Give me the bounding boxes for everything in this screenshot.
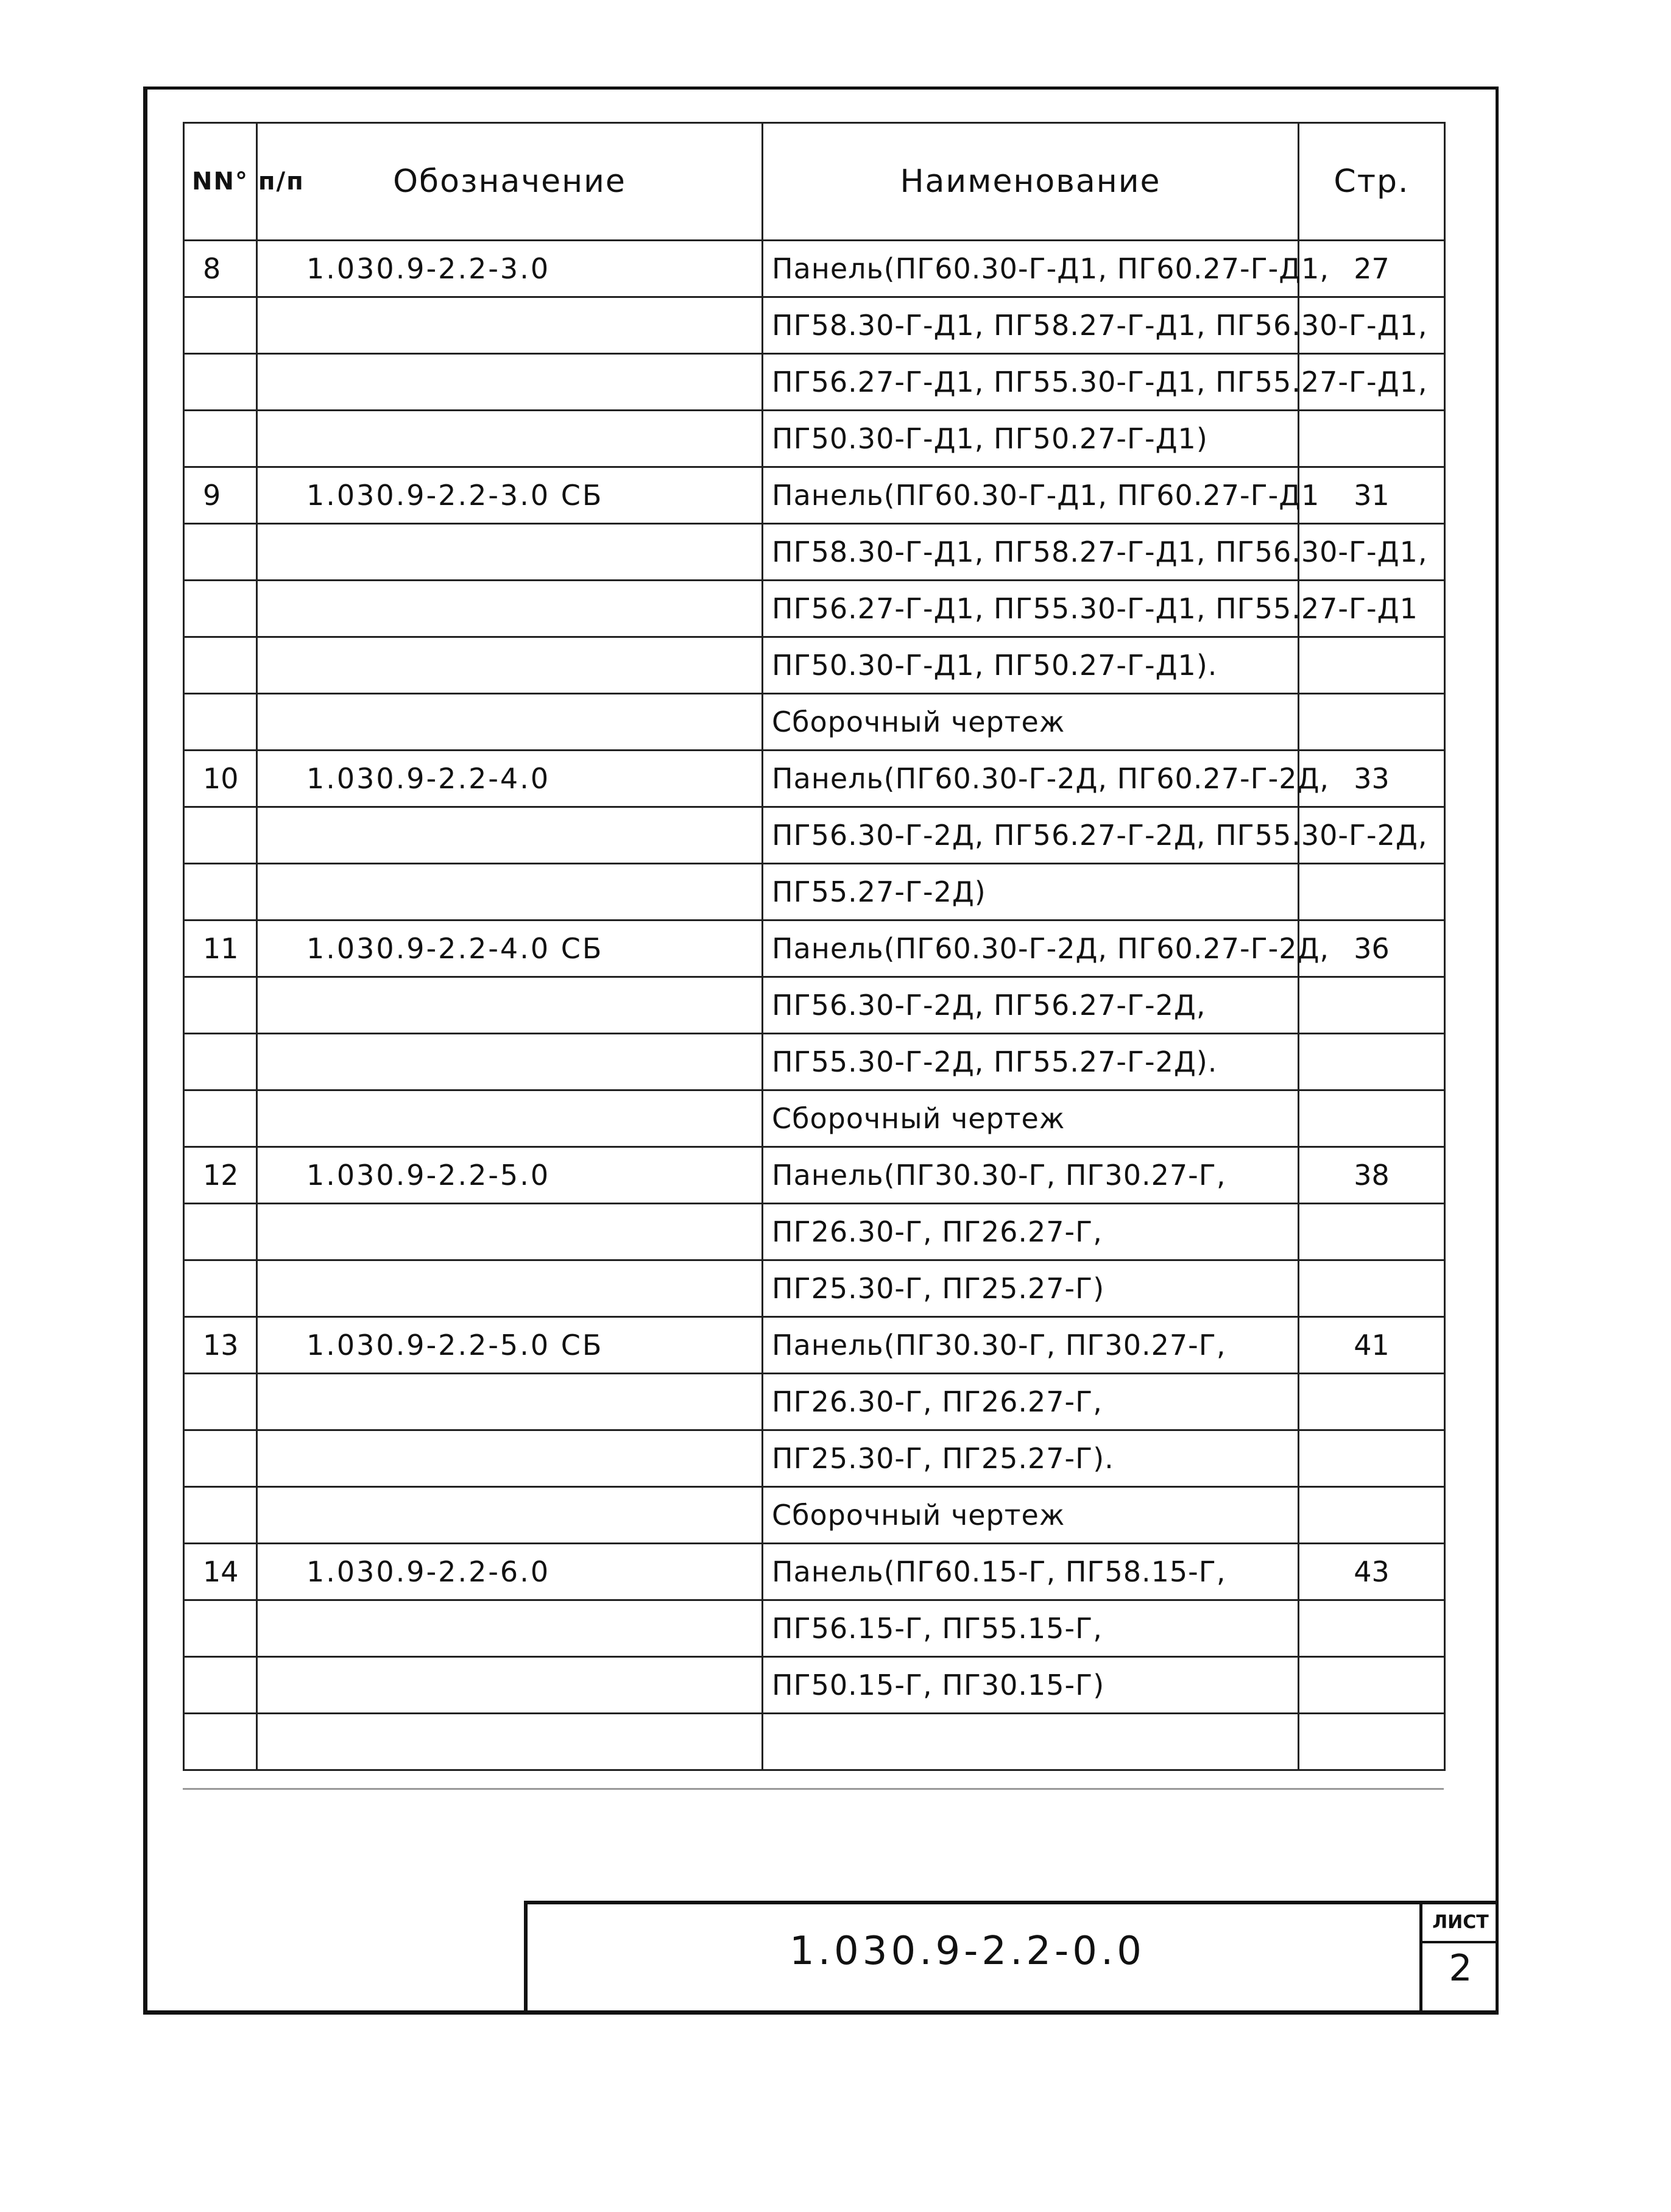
row-designation bbox=[257, 411, 763, 467]
row-page bbox=[1299, 411, 1445, 467]
row-designation bbox=[257, 581, 763, 637]
row-num bbox=[184, 1657, 257, 1714]
row-page bbox=[1299, 1657, 1445, 1714]
row-page bbox=[1299, 977, 1445, 1034]
table-row bbox=[184, 1260, 1445, 1317]
row-designation bbox=[257, 297, 763, 354]
row-name: Панель(ПГ60.30-Г-2Д, ПГ60.27-Г-2Д, bbox=[763, 920, 1299, 977]
row-name: ПГ56.15-Г, ПГ55.15-Г, bbox=[763, 1600, 1299, 1657]
row-num bbox=[184, 1430, 257, 1487]
row-name: ПГ58.30-Г-Д1, ПГ58.27-Г-Д1, ПГ56.30-Г-Д1, bbox=[763, 297, 1299, 354]
table-row bbox=[184, 1487, 1445, 1544]
row-num bbox=[184, 637, 257, 694]
row-num: 11 bbox=[184, 920, 257, 977]
sheet-number: 2 bbox=[1449, 1947, 1472, 1990]
row-page: 31 bbox=[1299, 467, 1445, 524]
row-name bbox=[763, 1714, 1299, 1770]
table-row bbox=[184, 241, 1445, 297]
row-page bbox=[1299, 1487, 1445, 1544]
row-designation bbox=[257, 1487, 763, 1544]
row-num bbox=[184, 1034, 257, 1090]
row-name: ПГ26.30-Г, ПГ26.27-Г, bbox=[763, 1204, 1299, 1260]
row-designation: 1.030.9-2.2-4.0 bbox=[257, 751, 763, 807]
row-page bbox=[1299, 1204, 1445, 1260]
table-row bbox=[184, 1600, 1445, 1657]
row-num bbox=[184, 694, 257, 751]
row-designation bbox=[257, 807, 763, 864]
row-num bbox=[184, 1714, 257, 1770]
document-code: 1.030.9-2.2-0.0 bbox=[789, 1929, 1146, 1974]
specification-table bbox=[183, 122, 1446, 1771]
row-page bbox=[1299, 1374, 1445, 1430]
row-designation bbox=[257, 864, 763, 920]
row-designation: 1.030.9-2.2-4.0 СБ bbox=[257, 920, 763, 977]
row-page bbox=[1299, 694, 1445, 751]
row-designation: 1.030.9-2.2-6.0 bbox=[257, 1544, 763, 1600]
table-row bbox=[184, 807, 1445, 864]
row-page bbox=[1299, 1600, 1445, 1657]
row-num bbox=[184, 1260, 257, 1317]
row-designation bbox=[257, 1714, 763, 1770]
table-row bbox=[184, 1090, 1445, 1147]
row-designation: 1.030.9-2.2-5.0 СБ bbox=[257, 1317, 763, 1374]
row-page bbox=[1299, 1260, 1445, 1317]
row-name: ПГ58.30-Г-Д1, ПГ58.27-Г-Д1, ПГ56.30-Г-Д1, bbox=[763, 524, 1299, 581]
row-page: 43 bbox=[1299, 1544, 1445, 1600]
table-body bbox=[184, 241, 1445, 1770]
table-row bbox=[184, 297, 1445, 354]
row-name: Панель(ПГ60.15-Г, ПГ58.15-Г, bbox=[763, 1544, 1299, 1600]
row-num bbox=[184, 1600, 257, 1657]
row-page bbox=[1299, 1034, 1445, 1090]
row-designation bbox=[257, 1034, 763, 1090]
row-designation: 1.030.9-2.2-3.0 СБ bbox=[257, 467, 763, 524]
table-row bbox=[184, 1317, 1445, 1374]
row-name: ПГ55.30-Г-2Д, ПГ55.27-Г-2Д). bbox=[763, 1034, 1299, 1090]
row-name: Панель(ПГ60.30-Г-Д1, ПГ60.27-Г-Д1 bbox=[763, 467, 1299, 524]
row-designation bbox=[257, 977, 763, 1034]
row-num bbox=[184, 524, 257, 581]
row-page bbox=[1299, 864, 1445, 920]
row-designation bbox=[257, 1600, 763, 1657]
row-designation bbox=[257, 1090, 763, 1147]
table-row bbox=[184, 1374, 1445, 1430]
table-row bbox=[184, 581, 1445, 637]
row-page: 33 bbox=[1299, 751, 1445, 807]
table-row bbox=[184, 1430, 1445, 1487]
row-num: 9 bbox=[184, 467, 257, 524]
row-name: Сборочный чертеж bbox=[763, 1090, 1299, 1147]
header-num: NN° п/п bbox=[184, 123, 257, 241]
row-page bbox=[1299, 1714, 1445, 1770]
row-page: 27 bbox=[1299, 241, 1445, 297]
sheet-box bbox=[1419, 1904, 1499, 2015]
row-designation bbox=[257, 524, 763, 581]
row-num bbox=[184, 807, 257, 864]
header-designation: Обозначение bbox=[257, 123, 763, 241]
row-num bbox=[184, 1374, 257, 1430]
table-row bbox=[184, 1714, 1445, 1770]
row-num bbox=[184, 1204, 257, 1260]
row-designation bbox=[257, 1657, 763, 1714]
row-name: ПГ25.30-Г, ПГ25.27-Г) bbox=[763, 1260, 1299, 1317]
row-num bbox=[184, 1487, 257, 1544]
table-row bbox=[184, 864, 1445, 920]
table-row bbox=[184, 1034, 1445, 1090]
row-name: ПГ26.30-Г, ПГ26.27-Г, bbox=[763, 1374, 1299, 1430]
row-name: Панель(ПГ60.30-Г-2Д, ПГ60.27-Г-2Д, bbox=[763, 751, 1299, 807]
row-designation: 1.030.9-2.2-3.0 bbox=[257, 241, 763, 297]
table-header-row bbox=[184, 123, 1445, 241]
row-name: Панель(ПГ30.30-Г, ПГ30.27-Г, bbox=[763, 1147, 1299, 1204]
header-page: Стр. bbox=[1299, 123, 1445, 241]
row-name: ПГ25.30-Г, ПГ25.27-Г). bbox=[763, 1430, 1299, 1487]
row-num bbox=[184, 411, 257, 467]
table-row bbox=[184, 354, 1445, 411]
table-row bbox=[184, 467, 1445, 524]
row-num: 14 bbox=[184, 1544, 257, 1600]
row-designation bbox=[257, 1204, 763, 1260]
row-designation bbox=[257, 1374, 763, 1430]
table-row bbox=[184, 977, 1445, 1034]
row-num bbox=[184, 354, 257, 411]
table-row bbox=[184, 1147, 1445, 1204]
header-name: Наименование bbox=[763, 123, 1299, 241]
row-page bbox=[1299, 1090, 1445, 1147]
row-page bbox=[1299, 637, 1445, 694]
table-row bbox=[184, 694, 1445, 751]
table-row bbox=[184, 637, 1445, 694]
row-num bbox=[184, 864, 257, 920]
row-name: ПГ50.30-Г-Д1, ПГ50.27-Г-Д1). bbox=[763, 637, 1299, 694]
row-name: ПГ56.27-Г-Д1, ПГ55.30-Г-Д1, ПГ55.27-Г-Д1, bbox=[763, 354, 1299, 411]
row-name: ПГ55.27-Г-2Д) bbox=[763, 864, 1299, 920]
table-row bbox=[184, 1204, 1445, 1260]
row-num bbox=[184, 1090, 257, 1147]
row-num bbox=[184, 297, 257, 354]
row-num: 10 bbox=[184, 751, 257, 807]
row-name: ПГ50.30-Г-Д1, ПГ50.27-Г-Д1) bbox=[763, 411, 1299, 467]
table-row bbox=[184, 751, 1445, 807]
sheet-label: ЛИСТ bbox=[1422, 1904, 1499, 1943]
row-designation: 1.030.9-2.2-5.0 bbox=[257, 1147, 763, 1204]
table-row bbox=[184, 1657, 1445, 1714]
row-page: 36 bbox=[1299, 920, 1445, 977]
table-row bbox=[184, 524, 1445, 581]
row-num bbox=[184, 977, 257, 1034]
row-designation bbox=[257, 1430, 763, 1487]
table-bottom-line bbox=[183, 1788, 1444, 1790]
row-name: ПГ50.15-Г, ПГ30.15-Г) bbox=[763, 1657, 1299, 1714]
row-num: 8 bbox=[184, 241, 257, 297]
row-page bbox=[1299, 1430, 1445, 1487]
row-designation bbox=[257, 694, 763, 751]
title-block bbox=[524, 1901, 1499, 2015]
row-name: Сборочный чертеж bbox=[763, 694, 1299, 751]
row-name: Сборочный чертеж bbox=[763, 1487, 1299, 1544]
table-row bbox=[184, 920, 1445, 977]
row-name: ПГ56.30-Г-2Д, ПГ56.27-Г-2Д, ПГ55.30-Г-2Д, bbox=[763, 807, 1299, 864]
row-name: Панель(ПГ30.30-Г, ПГ30.27-Г, bbox=[763, 1317, 1299, 1374]
table-row bbox=[184, 411, 1445, 467]
row-designation bbox=[257, 1260, 763, 1317]
row-num bbox=[184, 581, 257, 637]
row-num: 13 bbox=[184, 1317, 257, 1374]
row-name: Панель(ПГ60.30-Г-Д1, ПГ60.27-Г-Д1, bbox=[763, 241, 1299, 297]
row-num: 12 bbox=[184, 1147, 257, 1204]
row-designation bbox=[257, 354, 763, 411]
row-page: 38 bbox=[1299, 1147, 1445, 1204]
row-page: 41 bbox=[1299, 1317, 1445, 1374]
row-name: ПГ56.27-Г-Д1, ПГ55.30-Г-Д1, ПГ55.27-Г-Д1 bbox=[763, 581, 1299, 637]
row-name: ПГ56.30-Г-2Д, ПГ56.27-Г-2Д, bbox=[763, 977, 1299, 1034]
row-designation bbox=[257, 637, 763, 694]
table-row bbox=[184, 1544, 1445, 1600]
